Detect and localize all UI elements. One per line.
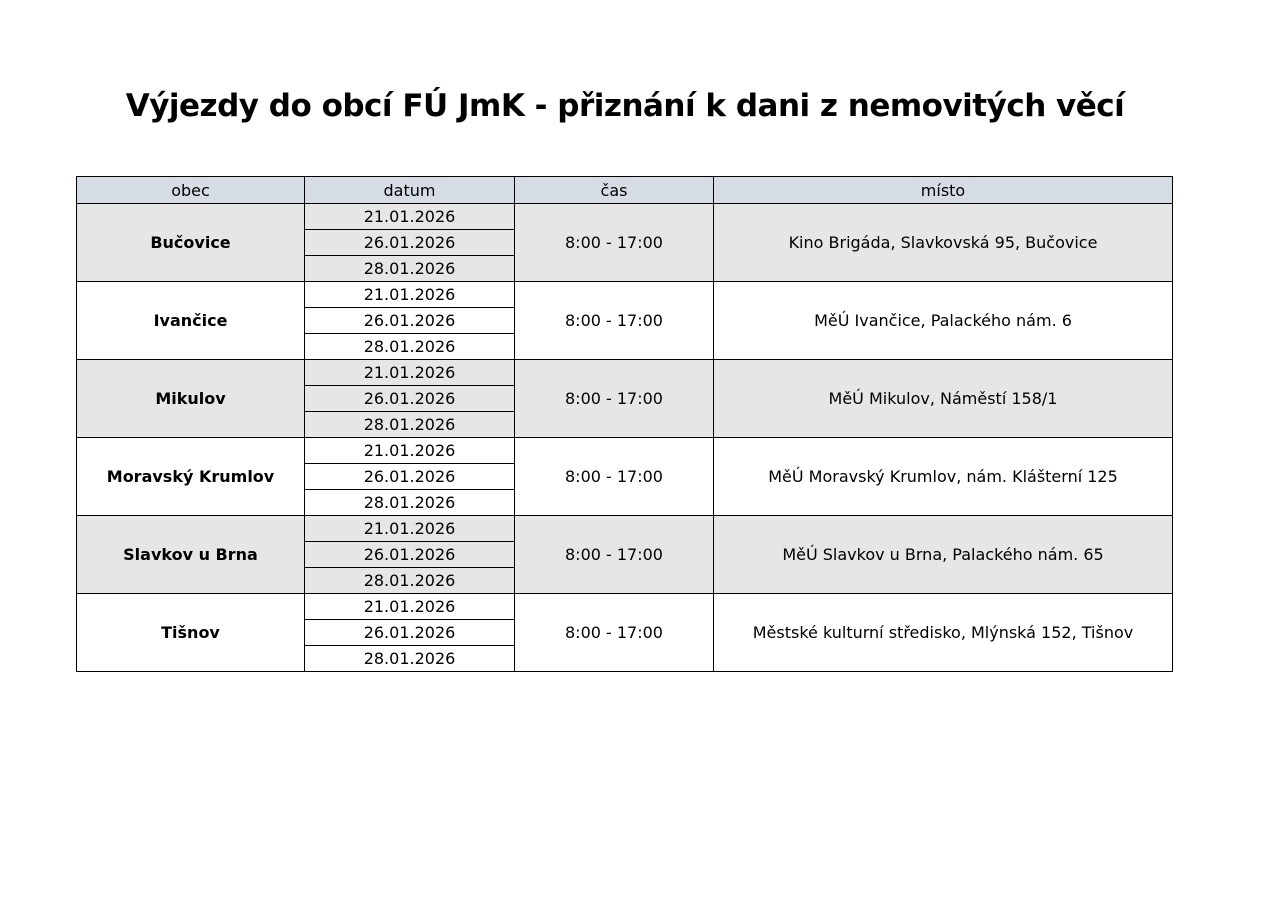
cell-date: 21.01.2026 xyxy=(305,516,515,542)
cell-date: 26.01.2026 xyxy=(305,386,515,412)
header-cas: čas xyxy=(515,177,714,204)
cell-cas: 8:00 - 17:00 xyxy=(515,204,714,282)
cell-date: 21.01.2026 xyxy=(305,360,515,386)
cell-date: 28.01.2026 xyxy=(305,334,515,360)
header-row xyxy=(77,177,1173,204)
header-datum: datum xyxy=(305,177,515,204)
cell-cas: 8:00 - 17:00 xyxy=(515,282,714,360)
cell-date: 28.01.2026 xyxy=(305,646,515,672)
cell-date: 26.01.2026 xyxy=(305,620,515,646)
cell-obec: Tišnov xyxy=(77,594,305,672)
cell-date: 28.01.2026 xyxy=(305,568,515,594)
cell-obec: Moravský Krumlov xyxy=(77,438,305,516)
cell-obec: Mikulov xyxy=(77,360,305,438)
header-misto: místo xyxy=(714,177,1173,204)
cell-date: 21.01.2026 xyxy=(305,594,515,620)
cell-obec: Bučovice xyxy=(77,204,305,282)
header-obec: obec xyxy=(77,177,305,204)
schedule-table xyxy=(76,176,1173,672)
cell-cas: 8:00 - 17:00 xyxy=(515,438,714,516)
cell-obec: Ivančice xyxy=(77,282,305,360)
cell-date: 28.01.2026 xyxy=(305,256,515,282)
cell-cas: 8:00 - 17:00 xyxy=(515,594,714,672)
cell-date: 21.01.2026 xyxy=(305,282,515,308)
table-row xyxy=(77,516,1173,542)
cell-date: 28.01.2026 xyxy=(305,412,515,438)
cell-date: 26.01.2026 xyxy=(305,542,515,568)
table-row xyxy=(77,282,1173,308)
cell-date: 26.01.2026 xyxy=(305,308,515,334)
cell-misto: MěÚ Ivančice, Palackého nám. 6 xyxy=(714,282,1173,360)
table-row xyxy=(77,438,1173,464)
page-title: Výjezdy do obcí FÚ JmK - přiznání k dani z nemovitých věcí xyxy=(125,88,1125,124)
cell-obec: Slavkov u Brna xyxy=(77,516,305,594)
table-row xyxy=(77,204,1173,230)
cell-misto: MěÚ Slavkov u Brna, Palackého nám. 65 xyxy=(714,516,1173,594)
table-row xyxy=(77,594,1173,620)
cell-misto: Městské kulturní středisko, Mlýnská 152, Tišnov xyxy=(714,594,1173,672)
table-row xyxy=(77,360,1173,386)
cell-cas: 8:00 - 17:00 xyxy=(515,516,714,594)
cell-cas: 8:00 - 17:00 xyxy=(515,360,714,438)
cell-misto: MěÚ Mikulov, Náměstí 158/1 xyxy=(714,360,1173,438)
cell-date: 21.01.2026 xyxy=(305,438,515,464)
cell-date: 26.01.2026 xyxy=(305,230,515,256)
cell-date: 26.01.2026 xyxy=(305,464,515,490)
cell-date: 28.01.2026 xyxy=(305,490,515,516)
cell-misto: Kino Brigáda, Slavkovská 95, Bučovice xyxy=(714,204,1173,282)
cell-date: 21.01.2026 xyxy=(305,204,515,230)
cell-misto: MěÚ Moravský Krumlov, nám. Klášterní 125 xyxy=(714,438,1173,516)
